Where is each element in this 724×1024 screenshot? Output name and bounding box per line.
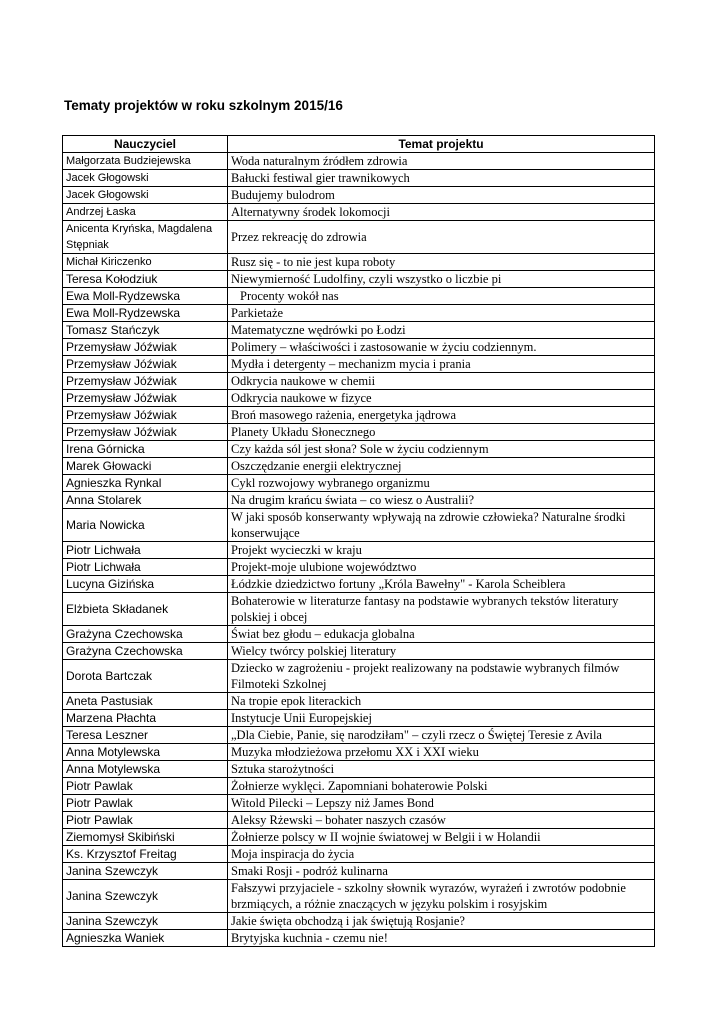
topic-cell: Procenty wokół nas [228, 288, 655, 305]
teacher-cell: Agnieszka Rynkal [63, 475, 228, 492]
table-row [63, 271, 655, 288]
topic-cell: Projekt-moje ulubione województwo [228, 559, 655, 576]
teacher-cell: Przemysław Jóźwiak [63, 373, 228, 390]
table-row [63, 288, 655, 305]
teacher-cell: Elżbieta Składanek [63, 593, 228, 626]
table-row [63, 441, 655, 458]
topic-cell: Czy każda sól jest słona? Sole w życiu codziennym [228, 441, 655, 458]
teacher-cell: Ziemomysł Skibiński [63, 829, 228, 846]
teacher-cell: Grażyna Czechowska [63, 643, 228, 660]
topic-cell: Muzyka młodzieżowa przełomu XX i XXI wieku [228, 744, 655, 761]
topic-cell: „Dla Ciebie, Panie, się narodziłam" – czyli rzecz o Świętej Teresie z Avila [228, 727, 655, 744]
teacher-cell: Andrzej Łaska [63, 204, 228, 221]
teacher-cell: Piotr Pawlak [63, 812, 228, 829]
table-row [63, 930, 655, 947]
table-row [63, 626, 655, 643]
teacher-cell: Przemysław Jóźwiak [63, 390, 228, 407]
teacher-cell: Przemysław Jóźwiak [63, 407, 228, 424]
table-row [63, 559, 655, 576]
table-row [63, 339, 655, 356]
table-row [63, 846, 655, 863]
teacher-cell: Maria Nowicka [63, 509, 228, 542]
topic-cell: Planety Układu Słonecznego [228, 424, 655, 441]
teacher-cell: Marek Głowacki [63, 458, 228, 475]
table-header-row [63, 136, 655, 153]
table-row [63, 356, 655, 373]
table-row [63, 492, 655, 509]
topic-cell: Wielcy twórcy polskiej literatury [228, 643, 655, 660]
topic-cell: Projekt wycieczki w kraju [228, 542, 655, 559]
table-row [63, 710, 655, 727]
topic-cell: Mydła i detergenty – mechanizm mycia i prania [228, 356, 655, 373]
teacher-cell: Przemysław Jóźwiak [63, 356, 228, 373]
teacher-cell: Ewa Moll-Rydzewska [63, 288, 228, 305]
table-row [63, 576, 655, 593]
topic-cell: Polimery – właściwości i zastosowanie w życiu codziennym. [228, 339, 655, 356]
teacher-cell: Jacek Głogowski [63, 170, 228, 187]
projects-table [62, 135, 655, 947]
header-teacher: Nauczyciel [63, 136, 228, 153]
table-row [63, 170, 655, 187]
topic-cell: Oszczędzanie energii elektrycznej [228, 458, 655, 475]
table-row [63, 187, 655, 204]
teacher-cell: Piotr Pawlak [63, 795, 228, 812]
table-row [63, 221, 655, 254]
table-row [63, 407, 655, 424]
topic-cell: Cykl rozwojowy wybranego organizmu [228, 475, 655, 492]
teacher-cell: Małgorzata Budziejewska [63, 153, 228, 170]
topic-cell: Parkietaże [228, 305, 655, 322]
topic-cell: Witold Pilecki – Lepszy niż James Bond [228, 795, 655, 812]
table-row [63, 542, 655, 559]
teacher-cell: Grażyna Czechowska [63, 626, 228, 643]
topic-cell: Świat bez głodu – edukacja globalna [228, 626, 655, 643]
topic-cell: Bałucki festiwal gier trawnikowych [228, 170, 655, 187]
topic-cell: Aleksy Rżewski – bohater naszych czasów [228, 812, 655, 829]
teacher-cell: Aneta Pastusiak [63, 693, 228, 710]
table-row [63, 829, 655, 846]
topic-cell: W jaki sposób konserwanty wpływają na zdrowie człowieka? Naturalne środki konserwujące [228, 509, 655, 542]
topic-cell: Przez rekreację do zdrowia [228, 221, 655, 254]
table-row [63, 593, 655, 626]
teacher-cell: Teresa Leszner [63, 727, 228, 744]
table-row [63, 424, 655, 441]
topic-cell: Żołnierze wyklęci. Zapomniani bohaterowie Polski [228, 778, 655, 795]
teacher-cell: Dorota Bartczak [63, 660, 228, 693]
teacher-cell: Lucyna Gizińska [63, 576, 228, 593]
topic-cell: Matematyczne wędrówki po Łodzi [228, 322, 655, 339]
table-row [63, 373, 655, 390]
table-row [63, 305, 655, 322]
topic-cell: Alternatywny środek lokomocji [228, 204, 655, 221]
teacher-cell: Anicenta Kryńska, Magdalena Stępniak [63, 221, 228, 254]
table-row [63, 744, 655, 761]
teacher-cell: Agnieszka Waniek [63, 930, 228, 947]
teacher-cell: Ks. Krzysztof Freitag [63, 846, 228, 863]
header-topic: Temat projektu [228, 136, 655, 153]
table-row [63, 778, 655, 795]
topic-cell: Moja inspiracja do życia [228, 846, 655, 863]
table-row [63, 880, 655, 913]
table-row [63, 643, 655, 660]
topic-cell: Odkrycia naukowe w fizyce [228, 390, 655, 407]
table-row [63, 254, 655, 271]
topic-cell: Na drugim krańcu świata – co wiesz o Australii? [228, 492, 655, 509]
table-row [63, 761, 655, 778]
table-row [63, 458, 655, 475]
teacher-cell: Jacek Głogowski [63, 187, 228, 204]
table-row [63, 693, 655, 710]
teacher-cell: Przemysław Jóźwiak [63, 339, 228, 356]
topic-cell: Odkrycia naukowe w chemii [228, 373, 655, 390]
table-row [63, 390, 655, 407]
teacher-cell: Ewa Moll-Rydzewska [63, 305, 228, 322]
table-row [63, 475, 655, 492]
teacher-cell: Anna Motylewska [63, 761, 228, 778]
topic-cell: Broń masowego rażenia, energetyka jądrowa [228, 407, 655, 424]
teacher-cell: Michał Kiriczenko [63, 254, 228, 271]
table-row [63, 795, 655, 812]
table-row [63, 204, 655, 221]
topic-cell: Instytucje Unii Europejskiej [228, 710, 655, 727]
table-row [63, 322, 655, 339]
table-row [63, 812, 655, 829]
teacher-cell: Piotr Lichwała [63, 559, 228, 576]
teacher-cell: Tomasz Stańczyk [63, 322, 228, 339]
topic-cell: Rusz się - to nie jest kupa roboty [228, 254, 655, 271]
topic-cell: Sztuka starożytności [228, 761, 655, 778]
teacher-cell: Marzena Płachta [63, 710, 228, 727]
table-row [63, 863, 655, 880]
teacher-cell: Piotr Lichwała [63, 542, 228, 559]
teacher-cell: Przemysław Jóźwiak [63, 424, 228, 441]
topic-cell: Budujemy bulodrom [228, 187, 655, 204]
topic-cell: Bohaterowie w literaturze fantasy na podstawie wybranych tekstów literatury polskiej i obcej [228, 593, 655, 626]
topic-cell: Fałszywi przyjaciele - szkolny słownik wyrazów, wyrażeń i zwrotów podobnie brzmiących, a różnie znaczących w języku polskim i rosyjskim [228, 880, 655, 913]
teacher-cell: Janina Szewczyk [63, 913, 228, 930]
teacher-cell: Anna Stolarek [63, 492, 228, 509]
topic-cell: Dziecko w zagrożeniu - projekt realizowany na podstawie wybranych filmów Filmoteki Szkolnej [228, 660, 655, 693]
topic-cell: Smaki Rosji - podróż kulinarna [228, 863, 655, 880]
teacher-cell: Janina Szewczyk [63, 880, 228, 913]
teacher-cell: Teresa Kołodziuk [63, 271, 228, 288]
table-row [63, 727, 655, 744]
teacher-cell: Janina Szewczyk [63, 863, 228, 880]
teacher-cell: Piotr Pawlak [63, 778, 228, 795]
table-row [63, 913, 655, 930]
topic-cell: Jakie święta obchodzą i jak świętują Rosjanie? [228, 913, 655, 930]
topic-cell: Żołnierze polscy w II wojnie światowej w Belgii i w Holandii [228, 829, 655, 846]
table-row [63, 153, 655, 170]
topic-cell: Na tropie epok literackich [228, 693, 655, 710]
topic-cell: Łódzkie dziedzictwo fortuny „Króla Bawełny" - Karola Scheiblera [228, 576, 655, 593]
teacher-cell: Irena Górnicka [63, 441, 228, 458]
topic-cell: Woda naturalnym źródłem zdrowia [228, 153, 655, 170]
page-title: Tematy projektów w roku szkolnym 2015/16 [64, 98, 343, 113]
table-row [63, 509, 655, 542]
teacher-cell: Anna Motylewska [63, 744, 228, 761]
topic-cell: Brytyjska kuchnia - czemu nie! [228, 930, 655, 947]
topic-cell: Niewymierność Ludolfiny, czyli wszystko o liczbie pi [228, 271, 655, 288]
table-row [63, 660, 655, 693]
